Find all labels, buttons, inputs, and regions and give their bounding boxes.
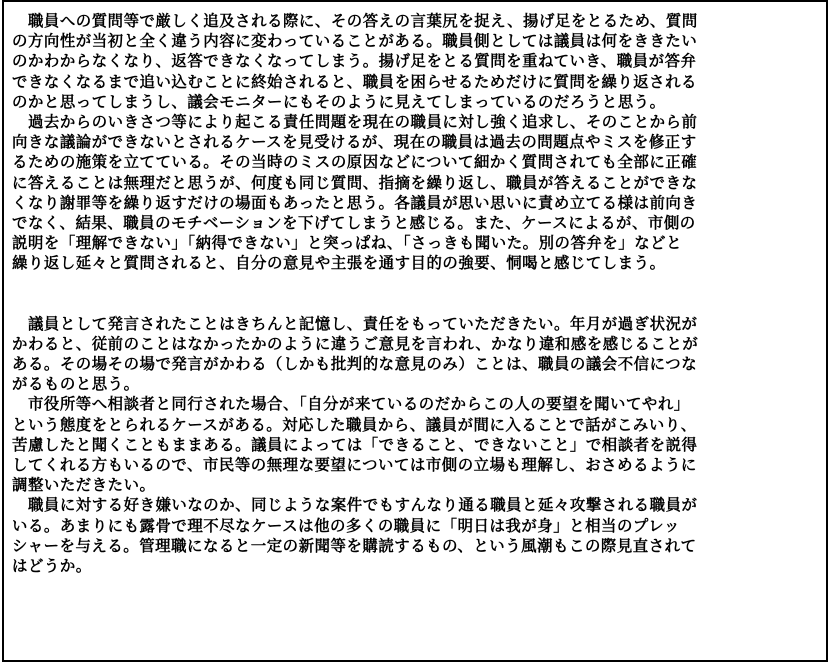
text-line: 職員に対する好き嫌いなのか、同じような案件でもすんなり通る職員と延々攻撃される職員が [12, 496, 698, 515]
text-line: 向きな議論ができないとされるケースを見受けるが、現在の職員は過去の問題点やミスを修正す [12, 133, 697, 152]
text-line: という態度をとられるケースがある。対応した職員から、議員が間に入ることで話がこみいり、 [12, 415, 697, 434]
text-line: るための施策を立てている。その当時のミスの原因などについて細かく質問されても全部に正確 [12, 153, 698, 172]
text-line: 議員として発言されたことはきちんと記憶し、責任をもっていただきたい。年月が過ぎ状況が [12, 314, 698, 333]
text-line: シャーを与える。管理職になると一定の新聞等を購読するもの、という風潮もこの際見直されて [12, 536, 697, 555]
text-line: の方向性が当初と全く違う内容に変わっていることがある。職員側としては議員は何をききたい [12, 32, 698, 51]
text-line: してくれる方もいるので、市民等の無理な要望については市側の立場も理解し、おさめるように [12, 456, 697, 475]
text-line: でなく、結果、職員のモチベーションを下げてしまうと感じる。また、ケースによるが、市側の [12, 214, 696, 233]
text-line: 職員への質問等で厳しく追及される際に、その答えの言葉尻を捉え、揚げ足をとるため、質問 [12, 12, 698, 30]
text-line: かわると、従前のことはなかったかのように違うご意見を言われ、かなり違和感を感じることが [12, 334, 699, 353]
text-line: できなくなるまで追い込むことに終始されると、職員を困らせるためだけに質問を繰り返される [12, 72, 697, 91]
text-line: はどうか。 [12, 557, 92, 576]
text-line: 過去からのいきさつ等により起こる責任問題を現在の職員に対し強く追求し、そのことから前 [12, 113, 698, 132]
text-line: に答えることは無理だと思うが、何度も同じ質問、指摘を繰り返し、職員が答えることができな [12, 173, 698, 192]
text-line: 繰り返し延々と質問されると、自分の意見や主張を通す目的の強要、恫喝と感じてしまう。 [12, 254, 666, 273]
text-line: のかと思ってしまうし、議会モニターにもそのように見えてしまっているのだろうと思う。 [12, 92, 666, 111]
text-line: のかわからなくなり、返答できなくなってしまう。揚げ足をとる質問を重ねていき、職員が答弁 [12, 52, 697, 71]
text-line: 説明を「理解できない」「納得できない」と突っぱね、「さっきも聞いた。別の答弁を」などと [12, 234, 683, 253]
text-line: 市役所等へ相談者と同行された場合、「自分が来ているのだからこの人の要望を聞いてやれ」 [12, 395, 690, 414]
text-line: 調整いただきたい。 [12, 476, 156, 495]
text-line: がるものと思う。 [12, 375, 140, 394]
text-line: くなり謝罪等を繰り返すだけの場面もあったと思う。各議員が思い思いに責め立てる様は前向き [12, 193, 698, 212]
text-line: いる。あまりにも露骨で理不尽なケースは他の多くの職員に「明日は我が身」と相当のプレッ [12, 516, 680, 535]
text-line: 苦慮したと聞くこともままある。議員によっては「できること、できないこと」で相談者を説得 [12, 435, 698, 454]
section-gap [12, 274, 820, 314]
document-body [12, 11, 820, 576]
text-line: ある。その場その場で発言がかわる（しかも批判的な意見のみ）ことは、職員の議会不信につな [12, 355, 698, 374]
